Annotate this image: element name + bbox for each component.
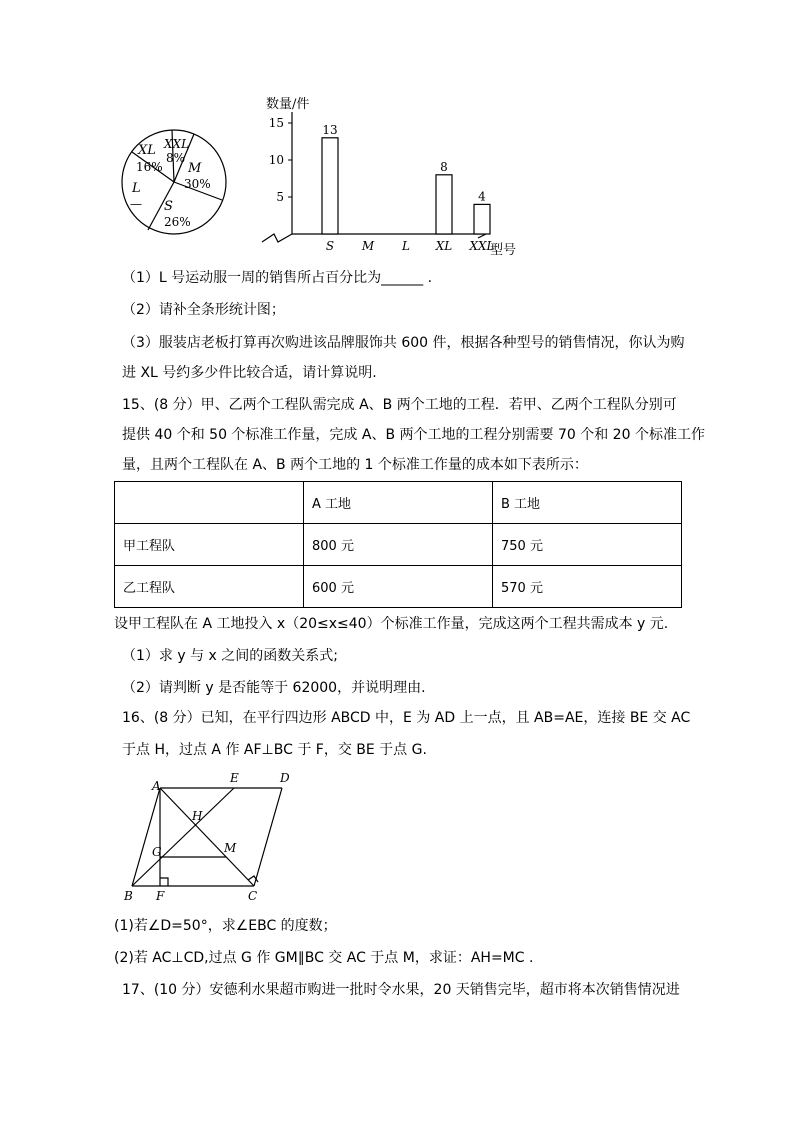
bar <box>474 204 490 234</box>
bar-data-label: 13 <box>322 122 338 137</box>
q16-part2: (2)若 AC⊥CD,过点 G 作 GM∥BC 交 AC 于点 M，求证：AH=MC . <box>114 950 534 966</box>
bar-chart <box>252 94 522 262</box>
bar <box>322 138 338 234</box>
table-cell: 800 元 <box>304 524 493 566</box>
table-cell: 甲工程队 <box>115 524 304 566</box>
x-axis-label: 型号 <box>490 243 517 258</box>
pie-label-l: L <box>132 181 141 196</box>
bar-data-label: 4 <box>478 189 486 204</box>
q14-part3-line2: 进 XL 号约多少件比较合适，请计算说明. <box>122 365 377 381</box>
label-D: D <box>280 771 290 785</box>
table-cell: 570 元 <box>493 566 682 608</box>
parallelogram-figure <box>120 768 300 906</box>
q15-line2: 提供 40 个和 50 个标准工作量，完成 A、B 两个工地的工程分别需要 70 个和 20 个标准工作 <box>122 427 705 443</box>
x-tick-label: M <box>361 239 375 253</box>
x-tick-label: L <box>402 239 410 253</box>
table-header-empty <box>115 482 304 524</box>
table-row <box>115 524 682 566</box>
q16-part1: (1)若∠D=50°，求∠EBC 的度数； <box>114 918 337 934</box>
x-tick-label: XXL <box>469 239 495 253</box>
label-B: B <box>124 889 133 903</box>
label-G: G <box>152 845 162 859</box>
q15-line1: 15、(8 分）甲、乙两个工程队需完成 A、B 两个工地的工程．若甲、乙两个工程队分别可 <box>122 397 677 413</box>
q16-line2: 于点 H，过点 A 作 AF⊥BC 于 F，交 BE 于点 G. <box>122 742 427 758</box>
label-A: A <box>152 779 161 793</box>
y-tick-label: 10 <box>268 153 284 167</box>
label-C: C <box>248 889 258 903</box>
y-tick-label: 5 <box>276 190 284 204</box>
axis-break <box>262 234 292 242</box>
q14-part2: （2）请补全条形统计图； <box>122 302 285 318</box>
bar-data-label: 8 <box>440 159 448 174</box>
pie-label-xxl: XXL <box>164 137 190 151</box>
pie-chart <box>118 126 230 238</box>
label-M: M <box>224 841 237 855</box>
table-header-a: A 工地 <box>304 482 493 524</box>
pie-label-s: S <box>164 199 173 214</box>
q14-part1: （1）L 号运动服一周的销售所占百分比为______ . <box>122 270 433 286</box>
q15-part2: （2）请判断 y 是否能等于 62000，并说明理由. <box>122 680 426 696</box>
bar <box>436 175 452 234</box>
table-cell: 750 元 <box>493 524 682 566</box>
q15-part1: （1）求 y 与 x 之间的函数关系式; <box>122 648 338 664</box>
table-header-b: B 工地 <box>493 482 682 524</box>
q15-line3: 量，且两个工程队在 A、B 两个工地的 1 个标准工作量的成本如下表所示： <box>122 457 588 473</box>
pie-pct-l: — <box>130 197 142 211</box>
table-header-row <box>115 482 682 524</box>
cost-table <box>114 481 682 608</box>
label-F: F <box>156 889 165 903</box>
pie-pct-xl: 16% <box>136 160 163 174</box>
label-E: E <box>230 771 239 785</box>
x-tick-label: S <box>325 239 335 253</box>
label-H: H <box>192 809 203 823</box>
table-cell: 乙工程队 <box>115 566 304 608</box>
pie-pct-m: 30% <box>184 177 211 191</box>
pie-pct-s: 26% <box>164 215 191 229</box>
q17-line1: 17、(10 分）安德利水果超市购进一批时令水果，20 天销售完毕，超市将本次销售情况进 <box>122 982 680 998</box>
pie-label-m: M <box>188 161 202 176</box>
q14-part3-line1: （3）服装店老板打算再次购进该品牌服饰共 600 件，根据各种型号的销售情况，你认为购 <box>122 335 685 351</box>
table-row <box>115 566 682 608</box>
y-tick-label: 15 <box>268 116 284 130</box>
table-cell: 600 元 <box>304 566 493 608</box>
x-tick-label: XL <box>435 239 453 253</box>
pie-pct-xxl: 8% <box>166 151 186 165</box>
q15-line4: 设甲工程队在 A 工地投入 x（20≤x≤40）个标准工作量，完成这两个工程共需成本 y 元. <box>114 616 669 632</box>
pie-label-xl: XL <box>138 143 156 158</box>
q16-line1: 16、(8 分）已知，在平行四边形 ABCD 中，E 为 AD 上一点，且 AB=AE，连接 BE 交 AC <box>122 710 691 726</box>
y-axis-label: 数量/件 <box>266 97 310 112</box>
